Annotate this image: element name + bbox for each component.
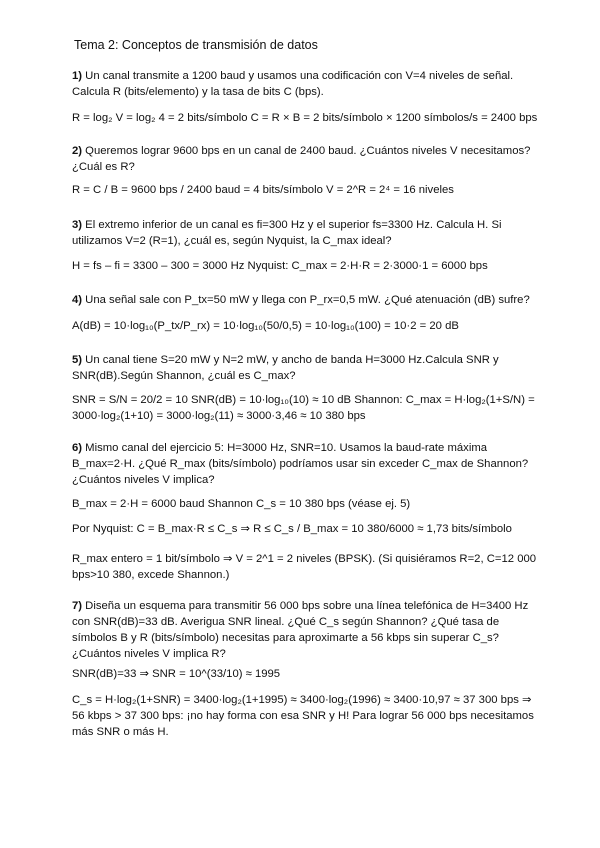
exercise-1-answer: R = log₂ V = log₂ 4 = 2 bits/símbolo C = R × B = 2 bits/símbolo × 1200 símbolos/s = 2400 bps <box>72 112 538 124</box>
exercise-3-answer: H = fs – fi = 3300 – 300 = 3000 Hz Nyquist: C_max = 2·H·R = 2·3000·1 = 6000 bps <box>72 260 488 272</box>
exercise-2-number: 2) <box>72 145 83 157</box>
exercise-6-question: 6) Mismo canal del ejercicio 5: H=3000 Hz, SNR=10. Usamos la baud-rate máxima B_max=2·H. ¿Qué R_max (bits/símbolo) podríamos usar sin exceder C_max de Shannon? ¿Cuántos niveles V implica? <box>72 442 529 486</box>
exercise-7-number: 7) <box>72 600 83 612</box>
exercise-5-question: 5) Un canal tiene S=20 mW y N=2 mW, y ancho de banda H=3000 Hz.Calcula SNR y SNR(dB).Según Shannon, ¿cuál es C_max? <box>72 354 499 382</box>
exercise-6-answer-2: Por Nyquist: C = B_max·R ≤ C_s ⇒ R ≤ C_s / B_max = 10 380/6000 ≈ 1,73 bits/símbolo <box>72 523 512 535</box>
exercise-4-question: 4) Una señal sale con P_tx=50 mW y llega con P_rx=0,5 mW. ¿Qué atenuación (dB) sufre? <box>72 294 530 306</box>
exercise-1-number: 1) <box>72 70 83 82</box>
exercise-2-question: 2) Queremos lograr 9600 bps en un canal de 2400 baud. ¿Cuántos niveles V necesitamos? ¿Cuál es R? <box>72 145 531 173</box>
exercise-7-answer-1: SNR(dB)=33 ⇒ SNR = 10^(33/10) ≈ 1995 <box>72 668 281 680</box>
exercise-2-answer: R = C / B = 9600 bps / 2400 baud = 4 bits/símbolo V = 2^R = 2⁴ = 16 niveles <box>72 184 454 196</box>
exercise-7-question: 7) Diseña un esquema para transmitir 56 000 bps sobre una línea telefónica de H=3400 Hz con SNR(dB)=33 dB. Averigua SNR lineal. ¿Qué C_s según Shannon? ¿Qué tasa de símbolos B y R (bits/símbolo) necesitas para aproximarte a 56 kbps sin superar C_s? ¿Cuántos niveles V implica R? <box>72 600 529 660</box>
exercise-4-number: 4) <box>72 294 83 306</box>
exercise-1-question: 1) Un canal transmite a 1200 baud y usamos una codificación con V=4 niveles de señal. Calcula R (bits/elemento) y la tasa de bits C (bps). <box>72 70 514 98</box>
exercise-6-answer-3: R_max entero = 1 bit/símbolo ⇒ V = 2^1 = 2 niveles (BPSK). (Si quisiéramos R=2, C=12 000 bps>10 380, excede Shannon.) <box>72 553 537 581</box>
document-title: Tema 2: Conceptos de transmisión de datos <box>74 38 318 52</box>
exercise-5-answer: SNR = S/N = 20/2 = 10 SNR(dB) = 10·log₁₀(10) ≈ 10 dB Shannon: C_max = H·log₂(1+S/N) = 3000·log₂(1+10) = 3000·log₂(11) ≈ 3000·3,46 ≈ 10 380 bps <box>72 394 535 422</box>
exercise-5-number: 5) <box>72 354 83 366</box>
exercise-6-number: 6) <box>72 442 83 454</box>
exercise-4-answer: A(dB) = 10·log₁₀(P_tx/P_rx) = 10·log₁₀(50/0,5) = 10·log₁₀(100) = 10·2 = 20 dB <box>72 320 459 332</box>
exercise-3-number: 3) <box>72 219 83 231</box>
exercise-6-answer-1: B_max = 2·H = 6000 baud Shannon C_s = 10 380 bps (véase ej. 5) <box>72 498 411 510</box>
exercise-3-question: 3) El extremo inferior de un canal es fi=300 Hz y el superior fs=3300 Hz. Calcula H. Si utilizamos V=2 (R=1), ¿cuál es, según Nyquist, la C_max ideal? <box>72 219 502 247</box>
exercise-7-answer-2: C_s = H·log₂(1+SNR) = 3400·log₂(1+1995) ≈ 3400·log₂(1996) ≈ 3400·10,97 ≈ 37 300 bps ⇒ 56 kbps > 37 300 bps: ¡no hay forma con esa SNR y H! Para lograr 56 000 bps necesitamos más SNR o más H. <box>72 694 534 738</box>
